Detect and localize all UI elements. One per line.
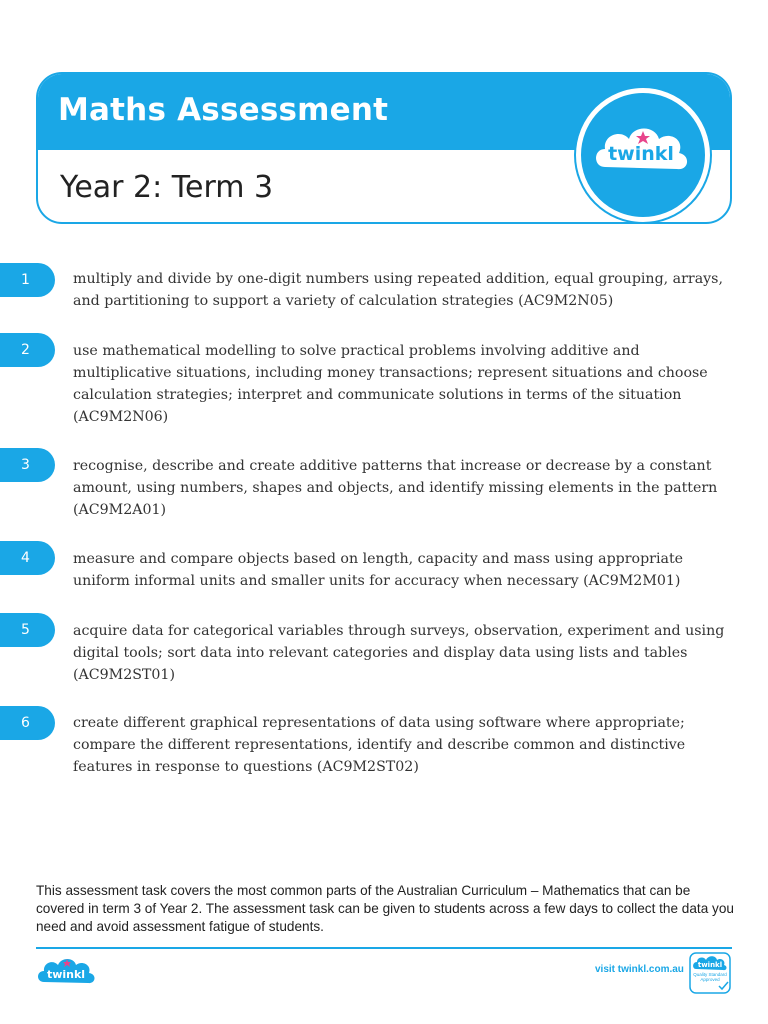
objective-number: 1 — [0, 263, 55, 297]
page-title: Maths Assessment — [58, 92, 389, 128]
assessment-note: This assessment task covers the most common parts of the Australian Curriculum – Mathematics that can be covered in term 3 of Year 2. The assessment task can be given to students across a few days to collect the data you need and avoid assessment fatigue of students. — [36, 883, 734, 934]
objective-text: recognise, describe and create additive patterns that increase or decrease by a constant amount, using numbers, shapes and objects, and identify missing elements in the pattern (AC9M2A01) — [73, 458, 718, 518]
objective-text: use mathematical modelling to solve practical problems involving additive and multiplicative situations, including money transactions; represent situations and choose calculation strategies; interpret and communicate solutions in terms of the situation (AC9M2N06) — [73, 343, 708, 425]
twinkl-logo — [576, 88, 710, 222]
objective-number: 4 — [0, 541, 55, 575]
svg-text:twinkl: twinkl — [46, 968, 86, 981]
quality-badge-icon — [689, 952, 731, 994]
badge-text: Quality Standard Approved — [693, 972, 727, 982]
objective-number: 5 — [0, 613, 55, 647]
quality-badge — [689, 952, 731, 994]
objective-text: acquire data for categorical variables through surveys, observation, experiment and using digital tools; sort data into relevant categories and display data using lists and tables (AC9M2ST01) — [73, 623, 725, 683]
cloud-logo-icon — [36, 954, 98, 988]
objective-text: multiply and divide by one-digit numbers using repeated addition, equal grouping, arrays, and partitioning to support a variety of calculation strategies (AC9M2N05) — [73, 271, 723, 309]
page-subtitle: Year 2: Term 3 — [60, 170, 274, 205]
footer-divider — [36, 947, 732, 949]
objective-text: measure and compare objects based on length, capacity and mass using appropriate uniform informal units and smaller units for accuracy when necessary (AC9M2M01) — [73, 551, 684, 589]
cloud-logo-icon — [591, 115, 695, 185]
svg-text:twinkl: twinkl — [697, 961, 723, 969]
objective-number: 2 — [0, 333, 55, 367]
footer-twinkl-logo — [36, 954, 98, 992]
objective-number: 6 — [0, 706, 55, 740]
website-link[interactable]: visit twinkl.com.au — [595, 964, 684, 975]
logo-text: twinkl — [608, 143, 674, 165]
objective-text: create different graphical representations of data using software where appropriate; compare the different representations, identify and describe common and distinctive features in response to questions (AC9M2ST02) — [73, 715, 686, 775]
objective-number: 3 — [0, 448, 55, 482]
